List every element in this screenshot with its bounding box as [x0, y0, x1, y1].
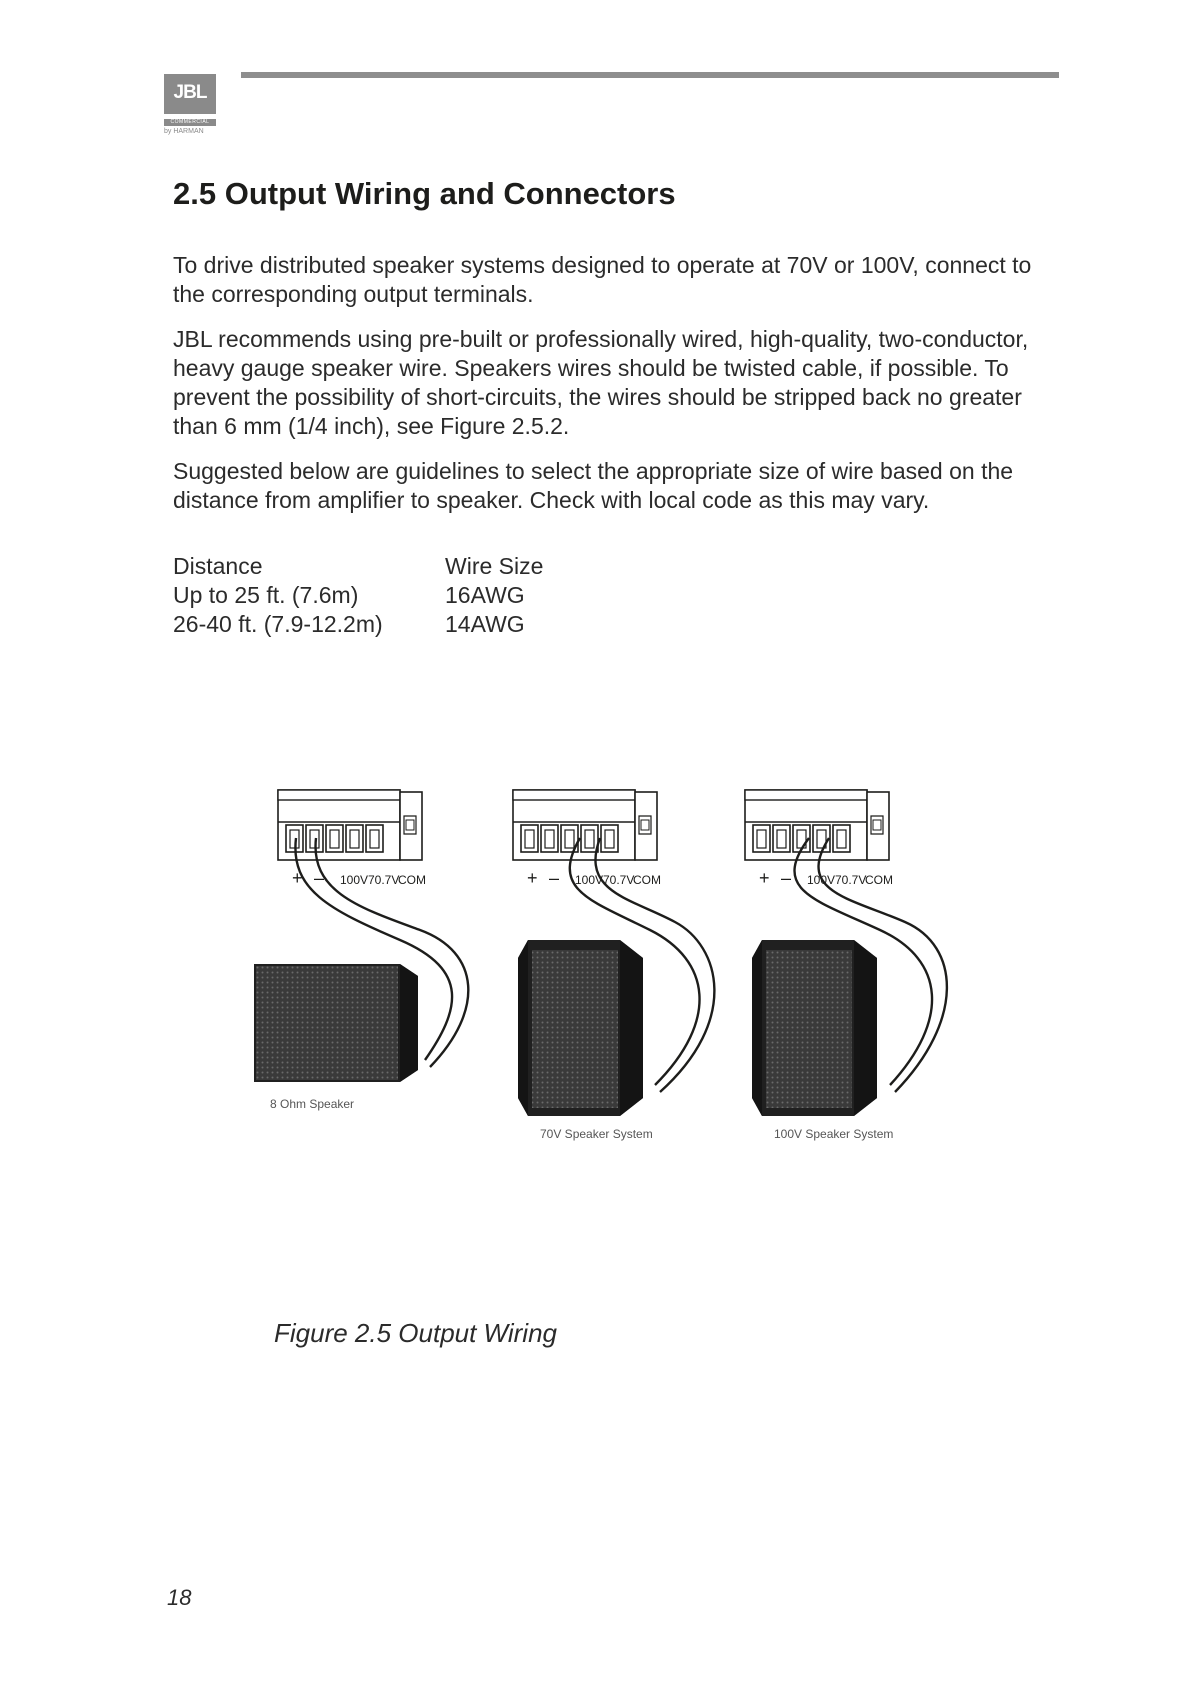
- terminal-com-label: COM: [633, 873, 661, 887]
- header-rule: [241, 72, 1059, 78]
- jbl-logo-text: JBL: [173, 82, 207, 103]
- figure-caption: Figure 2.5 Output Wiring: [274, 1318, 558, 1348]
- paragraph-wire-recommendation: JBL recommends using pre-built or professionally wired, high-quality, two-conductor, heavy gauge speaker wire. Speakers wires should be twisted cable, if possible. To prevent the possibility of short-circuits, the wires should be stripped back no greater than 6 mm (1/4 inch), see Figure 2.5.2.: [173, 326, 1029, 439]
- table-header-distance: Distance: [173, 553, 263, 579]
- table-cell-wire-size: 14AWG: [445, 611, 525, 637]
- table-cell-distance: 26-40 ft. (7.9-12.2m): [173, 611, 383, 637]
- terminal-minus-label: –: [314, 868, 325, 888]
- speaker-70v: [518, 940, 643, 1116]
- terminal-block-8ohm: [278, 790, 422, 860]
- terminal-70v-label: 70.7V: [835, 873, 867, 887]
- table-row: [173, 581, 543, 610]
- terminal-minus-label: –: [549, 868, 560, 888]
- speaker-8ohm-label: 8 Ohm Speaker: [270, 1097, 355, 1111]
- jbl-logo-mark: [164, 74, 216, 114]
- table-cell-wire-size: 16AWG: [445, 582, 525, 608]
- speaker-100v: [752, 940, 877, 1116]
- page-number: 18: [167, 1585, 192, 1610]
- terminal-plus-label: +: [292, 868, 303, 888]
- terminal-com-label: COM: [398, 873, 426, 887]
- terminal-com-label: COM: [865, 873, 893, 887]
- speaker-70v-label: 70V Speaker System: [540, 1127, 653, 1141]
- speaker-8ohm: [254, 964, 418, 1082]
- terminal-100v-label: 100V: [340, 873, 369, 887]
- logo-commercial-strip: COMMERCIAL: [164, 119, 216, 126]
- table-cell-distance: Up to 25 ft. (7.6m): [173, 582, 359, 608]
- paragraph-intro: To drive distributed speaker systems designed to operate at 70V or 100V, connect to the corresponding output terminals.: [173, 252, 1032, 307]
- table-row: [173, 610, 543, 639]
- jbl-commercial-logo: [164, 74, 220, 138]
- terminal-70v-label: 70.7V: [603, 873, 635, 887]
- table-header-wire-size: Wire Size: [445, 553, 544, 579]
- terminal-block-70v: [513, 790, 657, 860]
- table-header-row: [173, 552, 543, 581]
- wire-size-table: [173, 552, 543, 639]
- logo-by-harman: by HARMAN: [164, 128, 204, 135]
- terminal-plus-label: +: [527, 868, 538, 888]
- paragraph-guidelines: Suggested below are guidelines to select the appropriate size of wire based on the distance from amplifier to speaker. Check with local code as this may vary.: [173, 458, 1014, 513]
- terminal-minus-label: –: [781, 868, 792, 888]
- output-wiring-figure: [250, 780, 970, 1170]
- terminal-100v-label: 100V: [807, 873, 836, 887]
- terminal-100v-label: 100V: [575, 873, 604, 887]
- speaker-100v-label: 100V Speaker System: [774, 1127, 894, 1141]
- terminal-block-100v: [745, 790, 889, 860]
- section-title: 2.5 Output Wiring and Connectors: [173, 176, 676, 211]
- terminal-70v-label: 70.7V: [368, 873, 400, 887]
- terminal-plus-label: +: [759, 868, 770, 888]
- output-wiring-diagram: [250, 780, 970, 1170]
